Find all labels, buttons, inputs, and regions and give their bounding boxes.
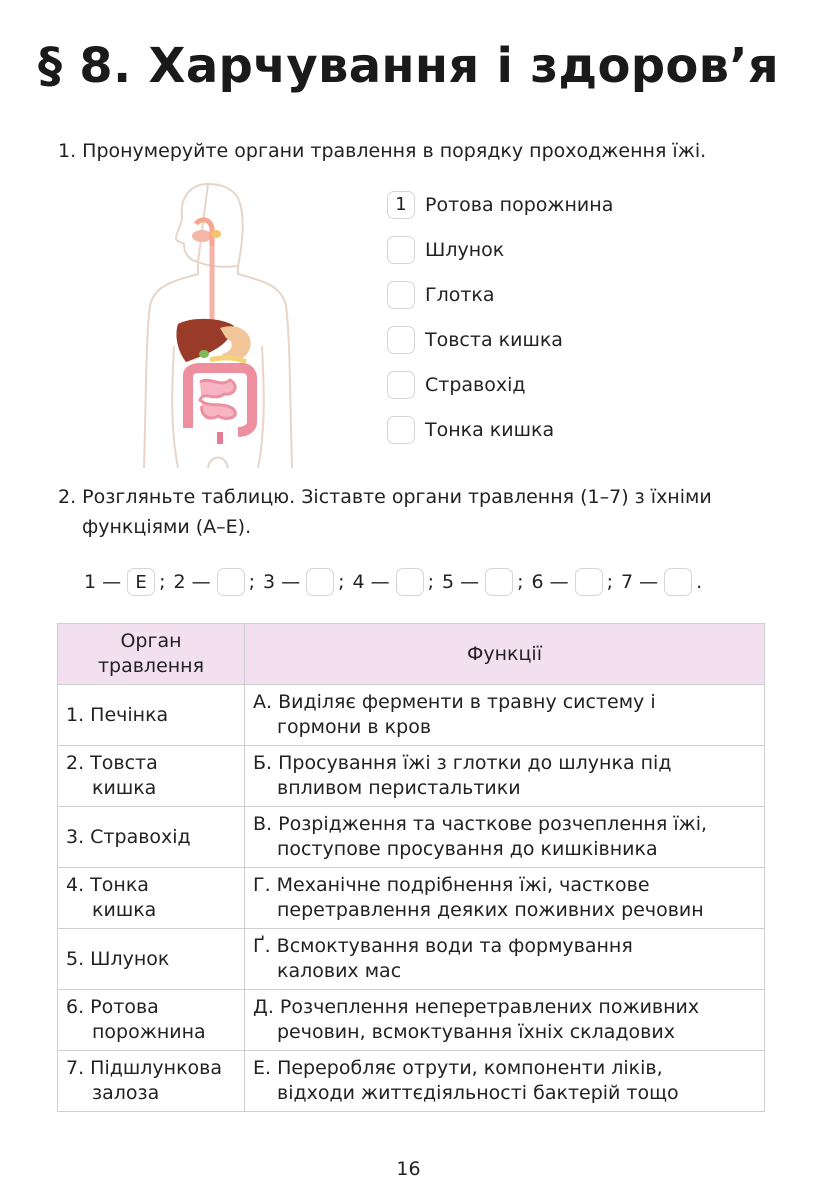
organ-cell bbox=[58, 868, 245, 929]
separator: ; bbox=[248, 571, 255, 593]
match-answer-box[interactable] bbox=[664, 568, 692, 596]
match-number: 4 bbox=[352, 571, 365, 593]
match-answer-box[interactable] bbox=[575, 568, 603, 596]
organ-label: Товста кишка bbox=[425, 328, 563, 351]
mouth-organ bbox=[192, 230, 212, 242]
dash: — bbox=[281, 571, 301, 593]
function-text-cont: гормони в кров bbox=[277, 716, 432, 738]
task2-prompt-line1: 2. Розгляньте таблицю. Зіставте органи травлення (1–7) з їхніми bbox=[58, 486, 712, 508]
table-row bbox=[58, 746, 765, 807]
organ-item bbox=[387, 317, 613, 362]
table-header-row bbox=[58, 624, 765, 685]
organ-item bbox=[387, 272, 613, 317]
header-organ bbox=[58, 624, 245, 685]
stomach-organ bbox=[220, 326, 251, 360]
function-text: Ґ. Всмоктування води та формування bbox=[253, 935, 633, 957]
function-text-cont: перетравлення деяких поживних речовин bbox=[277, 899, 704, 921]
table-row bbox=[58, 929, 765, 990]
dash: — bbox=[370, 571, 390, 593]
salivary-gland bbox=[211, 230, 221, 238]
order-input-box[interactable] bbox=[387, 236, 415, 264]
separator: ; bbox=[159, 571, 166, 593]
dash: — bbox=[639, 571, 659, 593]
organ-label: Тонка кишка bbox=[425, 418, 555, 441]
header-function: Функції bbox=[245, 624, 765, 685]
match-answer-box[interactable] bbox=[485, 568, 513, 596]
organ-cell bbox=[58, 685, 245, 746]
function-cell bbox=[245, 929, 765, 990]
match-number: 1 bbox=[84, 571, 97, 593]
function-text: В. Розрідження та часткове розчеплення їжі, bbox=[253, 813, 708, 835]
function-cell bbox=[245, 746, 765, 807]
large-intestine-organ bbox=[188, 368, 252, 432]
function-text-cont: відходи життєдіяльності бактерій тощо bbox=[277, 1082, 679, 1104]
end-period: . bbox=[696, 571, 703, 593]
organ-item bbox=[387, 407, 613, 452]
function-cell bbox=[245, 1051, 765, 1112]
digestion-functions-table bbox=[57, 623, 765, 1112]
dash: — bbox=[460, 571, 480, 593]
page-number: 16 bbox=[396, 1158, 421, 1180]
organ-name: 4. Тонка bbox=[66, 874, 149, 896]
organ-name-cont: кишка bbox=[92, 899, 157, 921]
table-row bbox=[58, 1051, 765, 1112]
order-input-box[interactable] bbox=[387, 281, 415, 309]
match-number: 6 bbox=[531, 571, 544, 593]
function-cell bbox=[245, 807, 765, 868]
table-row bbox=[58, 685, 765, 746]
dash: — bbox=[102, 571, 122, 593]
function-text: Б. Просування їжі з глотки до шлунка під bbox=[253, 752, 672, 774]
match-answer-box[interactable] bbox=[217, 568, 245, 596]
match-answer-box[interactable] bbox=[396, 568, 424, 596]
match-number: 2 bbox=[173, 571, 186, 593]
match-number: 5 bbox=[442, 571, 455, 593]
organ-name: 2. Товста bbox=[66, 752, 158, 774]
organ-cell bbox=[58, 746, 245, 807]
pancreas-organ bbox=[210, 358, 246, 362]
function-text: Е. Переробляє отрути, компоненти ліків, bbox=[253, 1057, 663, 1079]
separator: ; bbox=[427, 571, 434, 593]
function-text-cont: речовин, всмоктування їхніх складових bbox=[277, 1021, 675, 1043]
dash: — bbox=[549, 571, 569, 593]
organ-list bbox=[387, 182, 613, 452]
function-cell bbox=[245, 868, 765, 929]
function-text-cont: калових мас bbox=[277, 960, 402, 982]
order-input-box[interactable]: 1 bbox=[387, 191, 415, 219]
match-answer-box[interactable]: Е bbox=[127, 568, 155, 596]
order-input-box[interactable] bbox=[387, 326, 415, 354]
organ-name: 3. Стравохід bbox=[66, 825, 191, 848]
function-text: А. Виділяє ферменти в травну систему і bbox=[253, 691, 656, 713]
order-input-box[interactable] bbox=[387, 416, 415, 444]
organ-item bbox=[387, 182, 613, 227]
small-intestine-organ bbox=[200, 380, 235, 418]
order-input-box[interactable] bbox=[387, 371, 415, 399]
separator: ; bbox=[606, 571, 613, 593]
match-number: 7 bbox=[621, 571, 634, 593]
organ-label: Стравохід bbox=[425, 373, 526, 396]
table-row bbox=[58, 990, 765, 1051]
organ-name: 7. Підшлункова bbox=[66, 1057, 223, 1079]
table-row bbox=[58, 807, 765, 868]
page-title: § 8. Харчування і здоров’я bbox=[37, 38, 780, 94]
organ-cell bbox=[58, 929, 245, 990]
organ-name-cont: залоза bbox=[92, 1082, 160, 1104]
header-organ-line1: Орган bbox=[120, 630, 182, 652]
separator: ; bbox=[517, 571, 524, 593]
match-number: 3 bbox=[263, 571, 276, 593]
organ-name-cont: порожнина bbox=[92, 1021, 206, 1043]
organ-item bbox=[387, 227, 613, 272]
function-text: Г. Механічне подрібнення їжі, часткове bbox=[253, 874, 650, 896]
organ-label: Глотка bbox=[425, 283, 495, 306]
function-text-cont: поступове просування до кишківника bbox=[277, 838, 658, 860]
task2-prompt-line2: функціями (А–Е). bbox=[82, 516, 252, 538]
function-text-cont: впливом перистальтики bbox=[277, 777, 521, 799]
function-text: Д. Розчеплення неперетравлених поживних bbox=[253, 996, 700, 1018]
dash: — bbox=[191, 571, 211, 593]
organ-name-cont: кишка bbox=[92, 777, 157, 799]
header-organ-line2: травлення bbox=[97, 655, 205, 677]
organ-cell bbox=[58, 990, 245, 1051]
function-cell bbox=[245, 990, 765, 1051]
separator: ; bbox=[338, 571, 345, 593]
function-cell bbox=[245, 685, 765, 746]
organ-name: 5. Шлунок bbox=[66, 947, 170, 970]
table-row bbox=[58, 868, 765, 929]
digestive-system-illustration bbox=[138, 176, 298, 468]
organ-cell bbox=[58, 1051, 245, 1112]
organ-label: Ротова порожнина bbox=[425, 193, 614, 216]
organ-label: Шлунок bbox=[425, 238, 505, 261]
match-answer-box[interactable] bbox=[306, 568, 334, 596]
organ-cell bbox=[58, 807, 245, 868]
organ-name: 6. Ротова bbox=[66, 996, 159, 1018]
task1-prompt: 1. Пронумеруйте органи травлення в порядку проходження їжі. bbox=[58, 140, 707, 162]
organ-item bbox=[387, 362, 613, 407]
match-answers bbox=[84, 568, 710, 596]
task2-prompt bbox=[58, 482, 778, 542]
organ-name: 1. Печінка bbox=[66, 703, 169, 726]
gallbladder-organ bbox=[199, 350, 209, 358]
